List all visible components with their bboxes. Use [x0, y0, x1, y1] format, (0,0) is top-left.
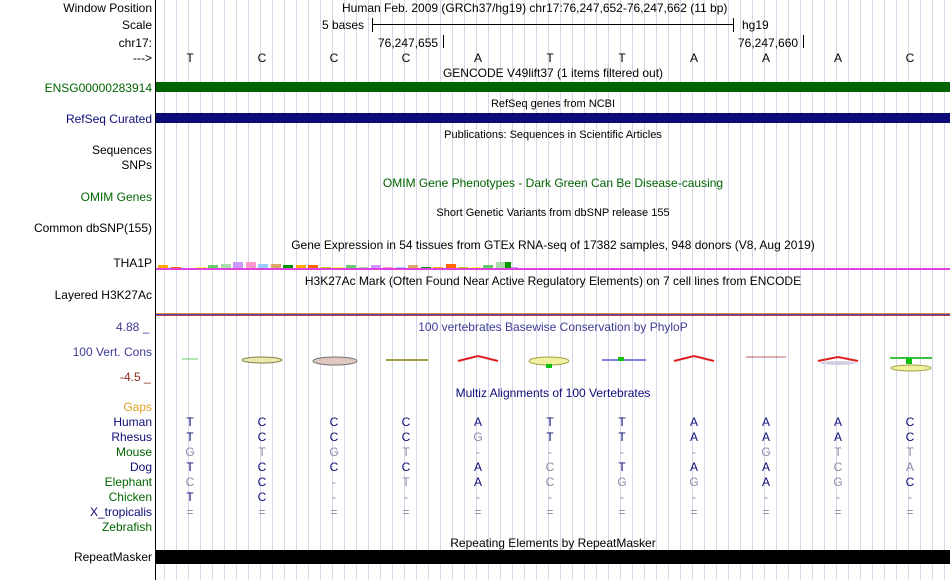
multiz-base: - — [332, 475, 336, 489]
multiz-base: T — [402, 445, 410, 459]
multiz-base: T — [618, 415, 626, 429]
multiz-base: - — [548, 490, 552, 504]
multiz-base: G — [761, 445, 771, 459]
multiz-base: A — [761, 460, 770, 474]
multiz-base: G — [473, 430, 483, 444]
reference-base: T — [186, 51, 194, 65]
multiz-base: A — [473, 415, 482, 429]
gencode-gene-bar[interactable] — [156, 82, 950, 92]
multiz-base: T — [618, 430, 626, 444]
multiz-base: = — [330, 505, 338, 519]
multiz-species-label[interactable]: X_tropicalis — [89, 505, 152, 519]
multiz-base: C — [329, 430, 339, 444]
multiz-base: T — [402, 475, 410, 489]
snps-label[interactable]: SNPs — [121, 158, 152, 172]
reference-base: C — [401, 51, 411, 65]
multiz-base: C — [257, 460, 267, 474]
multiz-base: = — [258, 505, 266, 519]
conservation-max: 4.88 _ — [116, 320, 150, 334]
repeatmasker-title: Repeating Elements by RepeatMasker — [450, 536, 656, 550]
multiz-base: T — [546, 430, 554, 444]
multiz-base: - — [764, 490, 768, 504]
multiz-base: C — [257, 490, 267, 504]
chr-label: chr17: — [118, 36, 152, 50]
multiz-base: C — [833, 460, 843, 474]
multiz-title: Multiz Alignments of 100 Vertebrates — [455, 386, 651, 400]
refseq-gene-bar[interactable] — [156, 113, 950, 123]
multiz-base: T — [186, 415, 194, 429]
multiz-base: - — [692, 490, 696, 504]
multiz-base: C — [905, 430, 915, 444]
multiz-base: A — [905, 460, 914, 474]
multiz-base: C — [545, 460, 555, 474]
multiz-base: T — [834, 445, 842, 459]
h3k27ac-label[interactable]: Layered H3K27Ac — [54, 288, 152, 302]
multiz-base: C — [257, 430, 267, 444]
multiz-base: C — [545, 475, 555, 489]
multiz-base: A — [473, 460, 482, 474]
refseq-label[interactable]: RefSeq Curated — [65, 112, 152, 126]
conservation-glyphs[interactable] — [156, 340, 950, 380]
multiz-base: C — [905, 475, 915, 489]
multiz-base: T — [906, 445, 914, 459]
scale-bar — [372, 24, 733, 25]
multiz-base: C — [257, 475, 267, 489]
multiz-base: A — [761, 415, 770, 429]
reference-base: A — [473, 51, 482, 65]
scale-label: Scale — [121, 18, 152, 32]
multiz-base: G — [617, 475, 627, 489]
multiz-base: = — [690, 505, 698, 519]
multiz-base: A — [833, 430, 842, 444]
cons-glyph-3 — [313, 357, 357, 365]
multiz-base: = — [546, 505, 554, 519]
coord-right: 76,247,660 — [738, 36, 799, 50]
gtex-title: Gene Expression in 54 tissues from GTEx RNA-seq of 17382 samples, 948 donors (V8, Aug 2019) — [291, 238, 815, 252]
multiz-species-label[interactable]: Human — [113, 415, 152, 429]
gencode-title: GENCODE V49lift37 (1 items filtered out) — [442, 66, 664, 80]
sequences-label[interactable]: Sequences — [91, 143, 152, 157]
refseq-title: RefSeq genes from NCBI — [490, 98, 616, 110]
multiz-base: A — [761, 475, 770, 489]
gtex-gene-line[interactable] — [156, 268, 950, 270]
reference-base: A — [761, 51, 770, 65]
publications-title: Publications: Sequences in Scientific Articles — [444, 129, 662, 141]
reference-base: C — [257, 51, 267, 65]
scale-bar-right-tick — [733, 18, 734, 32]
reference-base: T — [618, 51, 626, 65]
strand-arrow-label: ---> — [133, 51, 152, 65]
reference-base: C — [329, 51, 339, 65]
coord-right-tick — [803, 35, 804, 48]
multiz-base: - — [476, 445, 480, 459]
multiz-base: C — [401, 415, 411, 429]
reference-base: C — [905, 51, 915, 65]
multiz-base: C — [329, 460, 339, 474]
omim-title: OMIM Gene Phenotypes - Dark Green Can Be Disease-causing — [382, 176, 724, 190]
multiz-base: A — [689, 460, 698, 474]
omim-label[interactable]: OMIM Genes — [80, 190, 152, 204]
gtex-label[interactable]: THA1P — [113, 256, 152, 270]
multiz-base: A — [689, 430, 698, 444]
assembly-label: hg19 — [742, 18, 769, 32]
multiz-base: - — [476, 490, 480, 504]
dbsnp-title: Short Genetic Variants from dbSNP release 155 — [436, 207, 670, 219]
multiz-base: C — [185, 475, 195, 489]
multiz-base: - — [332, 490, 336, 504]
multiz-base: = — [762, 505, 770, 519]
multiz-base: T — [258, 445, 266, 459]
coord-left: 76,247,655 — [378, 36, 439, 50]
h3k27ac-title: H3K27Ac Mark (Often Found Near Active Regulatory Elements) on 7 cell lines from ENCODE — [304, 274, 802, 288]
multiz-base: - — [692, 445, 696, 459]
multiz-species-label[interactable]: Zebrafish — [101, 520, 152, 534]
cons-glyph-7b — [618, 357, 624, 361]
h3k27ac-signal-3 — [156, 315, 950, 316]
multiz-species-label[interactable]: Rhesus — [111, 430, 152, 444]
multiz-species-label[interactable]: Dog — [129, 460, 152, 474]
window-position-label: Window Position — [63, 1, 152, 15]
reference-base: A — [833, 51, 842, 65]
multiz-species-label[interactable]: Mouse — [115, 445, 152, 459]
multiz-base: T — [546, 415, 554, 429]
window-position-text: Human Feb. 2009 (GRCh37/hg19) chr17:76,247,652-76,247,662 (11 bp) — [342, 1, 728, 15]
multiz-base: - — [836, 490, 840, 504]
multiz-base: A — [833, 415, 842, 429]
multiz-base: T — [186, 490, 194, 504]
cons-glyph-6b — [546, 364, 552, 368]
multiz-base: G — [329, 445, 339, 459]
cons-glyph-10b — [820, 361, 856, 365]
conservation-min: -4.5 _ — [120, 370, 151, 384]
multiz-base: A — [473, 475, 482, 489]
cons-glyph-10 — [818, 357, 858, 361]
multiz-base: - — [620, 490, 624, 504]
multiz-base: - — [548, 445, 552, 459]
multiz-base: = — [186, 505, 194, 519]
multiz-base: G — [185, 445, 195, 459]
multiz-base: T — [186, 460, 194, 474]
multiz-base: G — [689, 475, 699, 489]
gaps-label: Gaps — [123, 400, 152, 414]
multiz-base: - — [404, 490, 408, 504]
multiz-base: - — [908, 490, 912, 504]
multiz-base: T — [618, 460, 626, 474]
multiz-base: = — [834, 505, 842, 519]
scale-text: 5 bases — [322, 18, 365, 32]
dbsnp-label[interactable]: Common dbSNP(155) — [33, 221, 152, 235]
reference-base: T — [546, 51, 554, 65]
multiz-base: - — [620, 445, 624, 459]
cons-glyph-6 — [529, 357, 569, 365]
multiz-base: A — [689, 415, 698, 429]
multiz-base: G — [833, 475, 843, 489]
gencode-label[interactable]: ENSG00000283914 — [44, 81, 152, 95]
conservation-title: 100 vertebrates Basewise Conservation by PhyloP — [418, 320, 688, 334]
multiz-base: C — [401, 430, 411, 444]
reference-base: A — [689, 51, 698, 65]
multiz-species-label[interactable]: Chicken — [108, 490, 152, 504]
multiz-base: = — [618, 505, 626, 519]
repeatmasker-bar[interactable] — [156, 550, 950, 564]
multiz-base: C — [905, 415, 915, 429]
multiz-base: C — [329, 415, 339, 429]
repeatmasker-label[interactable]: RepeatMasker — [73, 550, 152, 564]
multiz-base: A — [761, 430, 770, 444]
multiz-base: = — [906, 505, 914, 519]
multiz-base: C — [401, 460, 411, 474]
scale-bar-left-tick — [372, 18, 373, 32]
coord-left-tick — [443, 35, 444, 48]
multiz-species-label[interactable]: Elephant — [104, 475, 152, 489]
multiz-base: = — [402, 505, 410, 519]
conservation-label[interactable]: 100 Vert. Cons — [72, 345, 152, 359]
multiz-base: T — [186, 430, 194, 444]
cons-glyph-11c — [891, 365, 931, 371]
cons-glyph-5 — [458, 356, 498, 361]
multiz-base: = — [474, 505, 482, 519]
cons-glyph-8 — [674, 356, 714, 361]
cons-glyph-11b — [906, 358, 912, 364]
cons-glyph-2 — [242, 357, 282, 363]
multiz-base: C — [257, 415, 267, 429]
